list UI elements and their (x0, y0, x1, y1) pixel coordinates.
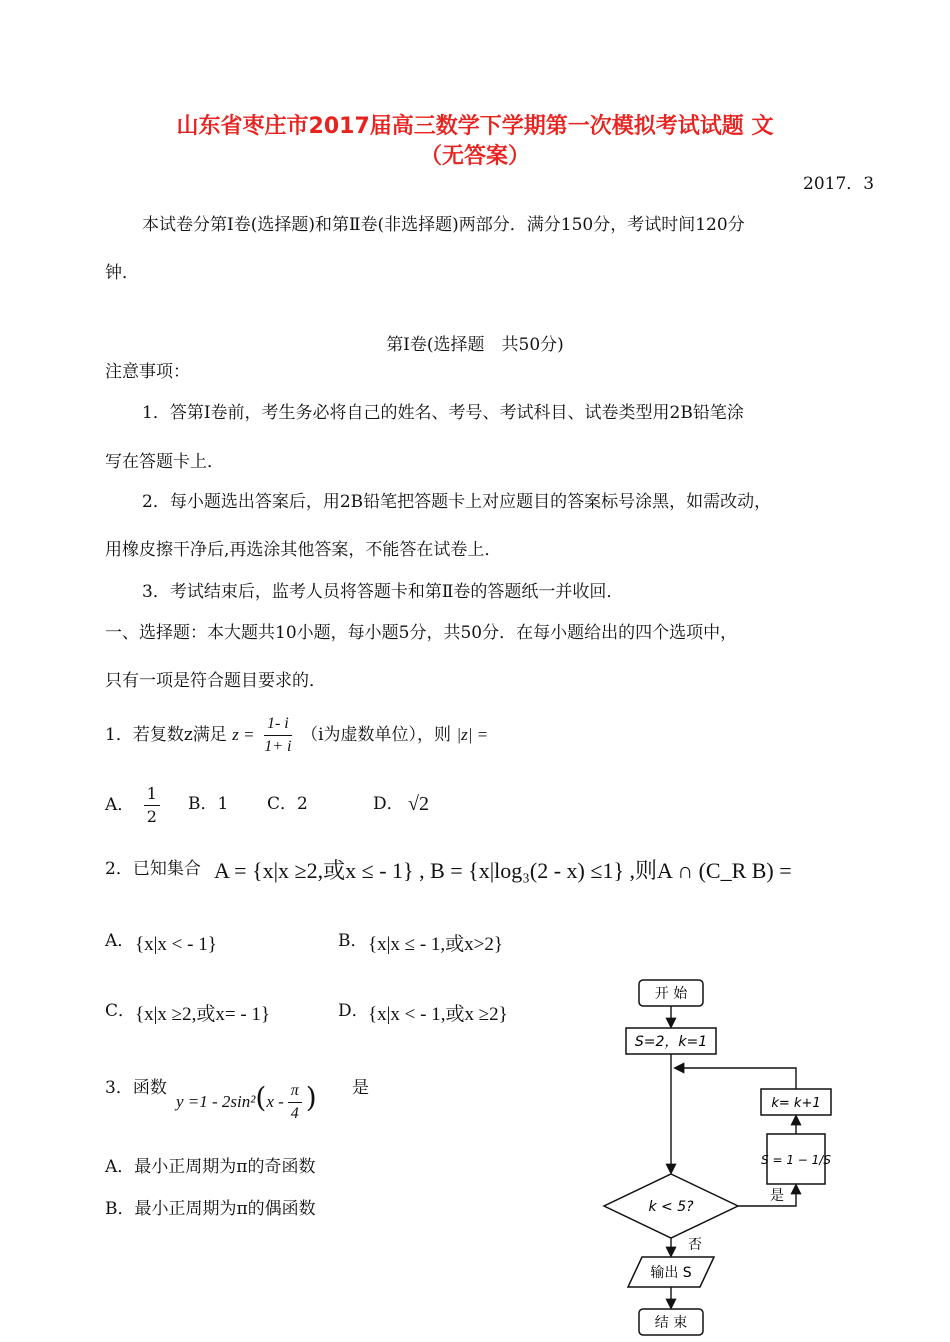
q1-option-a-fraction (144, 783, 160, 828)
q1-option-a-num: 1 (144, 783, 160, 806)
q1-fraction (264, 713, 292, 758)
q1-option-c: C．2 (267, 794, 308, 814)
flowchart-init-label: S=2，k=1 (634, 1034, 708, 1050)
q2-option-b-label: B． (338, 931, 368, 951)
q1-option-d-value: √2 (408, 793, 429, 815)
intro-line2: 钟． (105, 263, 139, 283)
q1-option-a-label: A． (105, 795, 135, 815)
note-item2-line2: 用橡皮擦干净后,再选涂其他答案，不能答在试卷上． (105, 540, 502, 560)
q2-option-a: {x|x < - 1} (135, 934, 217, 955)
q3-left-paren: ( (255, 1081, 267, 1114)
document-title-line1: 山东省枣庄市2017届高三数学下学期第一次模拟考试试题 文 (176, 114, 774, 139)
q3-expression (176, 1073, 317, 1127)
q2-option-d: {x|x < - 1,或x ≥2} (368, 1004, 508, 1025)
q1-option-d-label: D． (373, 794, 404, 814)
flowchart-end-label: 结 束 (654, 1315, 688, 1331)
q2-option-b: {x|x ≤ - 1,或x>2} (368, 934, 504, 955)
flowchart-output-label: 输出 S (650, 1265, 692, 1281)
q3-option-b: B．最小正周期为π的偶函数 (105, 1199, 316, 1219)
document-title-line2: （无答案） (419, 144, 530, 169)
q1-options (105, 782, 164, 828)
q1-stem-suffix: （i为虚数单位），则 (301, 725, 452, 745)
flowchart-yes-label: 是 (770, 1188, 784, 1204)
note-item3: 3．考试结束后，监考人员将答题卡和第Ⅱ卷的答题纸一并收回． (142, 582, 624, 602)
q2-option-c-label: C． (105, 1001, 136, 1021)
note-item1-line2: 写在答题卡上． (105, 452, 224, 472)
q3-expr-inner: x - (266, 1092, 284, 1111)
q1-frac-denominator: 1+ i (264, 738, 292, 755)
q3-expr-left: y =1 - 2sin² (176, 1092, 256, 1111)
flowchart-no-label: 否 (688, 1237, 702, 1253)
note-item2-line1: 2．每小题选出答案后，用2B铅笔把答题卡上对应题目的答案标号涂黑，如需改动， (142, 492, 772, 512)
q3-stem-prefix: 3．函数 (105, 1078, 167, 1098)
note-item1-line1: 1．答第Ⅰ卷前，考生务必将自己的姓名、考号、考试科目、试卷类型用2B铅笔涂 (142, 403, 744, 423)
q3-pi-den: 4 (290, 1105, 299, 1122)
flowchart-start-label: 开 始 (654, 986, 688, 1002)
flowchart-yes-arrow (738, 1186, 796, 1206)
flowchart (596, 970, 836, 1342)
q1-abs-z: |z| = (456, 725, 489, 744)
q3-right-paren: ) (305, 1081, 317, 1114)
q1-stem-prefix: 1．若复数z满足 (105, 725, 227, 745)
q1-z-eq: z = (232, 725, 255, 744)
q1-option-a-den: 2 (146, 807, 157, 826)
flowchart-increment-label: k= k+1 (771, 1096, 821, 1111)
q3-stem-suffix: 是 (352, 1078, 369, 1098)
question-1 (105, 712, 488, 758)
q1-frac-numerator: 1- i (264, 713, 292, 736)
q1-option-b: B．1 (188, 794, 229, 814)
q2-stem-prefix: 2．已知集合 (105, 859, 201, 879)
flowchart-update-label: S = 1 − 1/S (761, 1153, 831, 1167)
q2-expression: A = {x|x ≥2,或x ≤ - 1} , B = {x|log₃(2 - x) ≤1} ,则A ∩ (C_R B) = (214, 858, 792, 883)
q2-option-a-label: A． (105, 931, 135, 951)
q3-pi-num: π (288, 1080, 302, 1103)
q2-option-c: {x|x ≥2,或x= - 1} (135, 1004, 271, 1025)
notes-heading: 注意事项： (105, 362, 190, 382)
q2-option-d-label: D． (338, 1001, 369, 1021)
section1-heading: 第Ⅰ卷(选择题 共50分) (386, 335, 564, 355)
intro-line1: 本试卷分第Ⅰ卷(选择题)和第Ⅱ卷(非选择题)两部分．满分150分，考试时间120分 (142, 215, 745, 235)
part1-instructions-line1: 一、选择题：本大题共10小题，每小题5分，共50分．在每小题给出的四个选项中， (105, 623, 738, 643)
flowchart-condition-label: k < 5? (648, 1199, 694, 1215)
q3-option-a: A．最小正周期为π的奇函数 (105, 1157, 316, 1177)
exam-date: 2017．3 (803, 174, 875, 194)
part1-instructions-line2: 只有一项是符合题目要求的． (105, 671, 326, 691)
q3-pi-fraction (288, 1080, 302, 1125)
